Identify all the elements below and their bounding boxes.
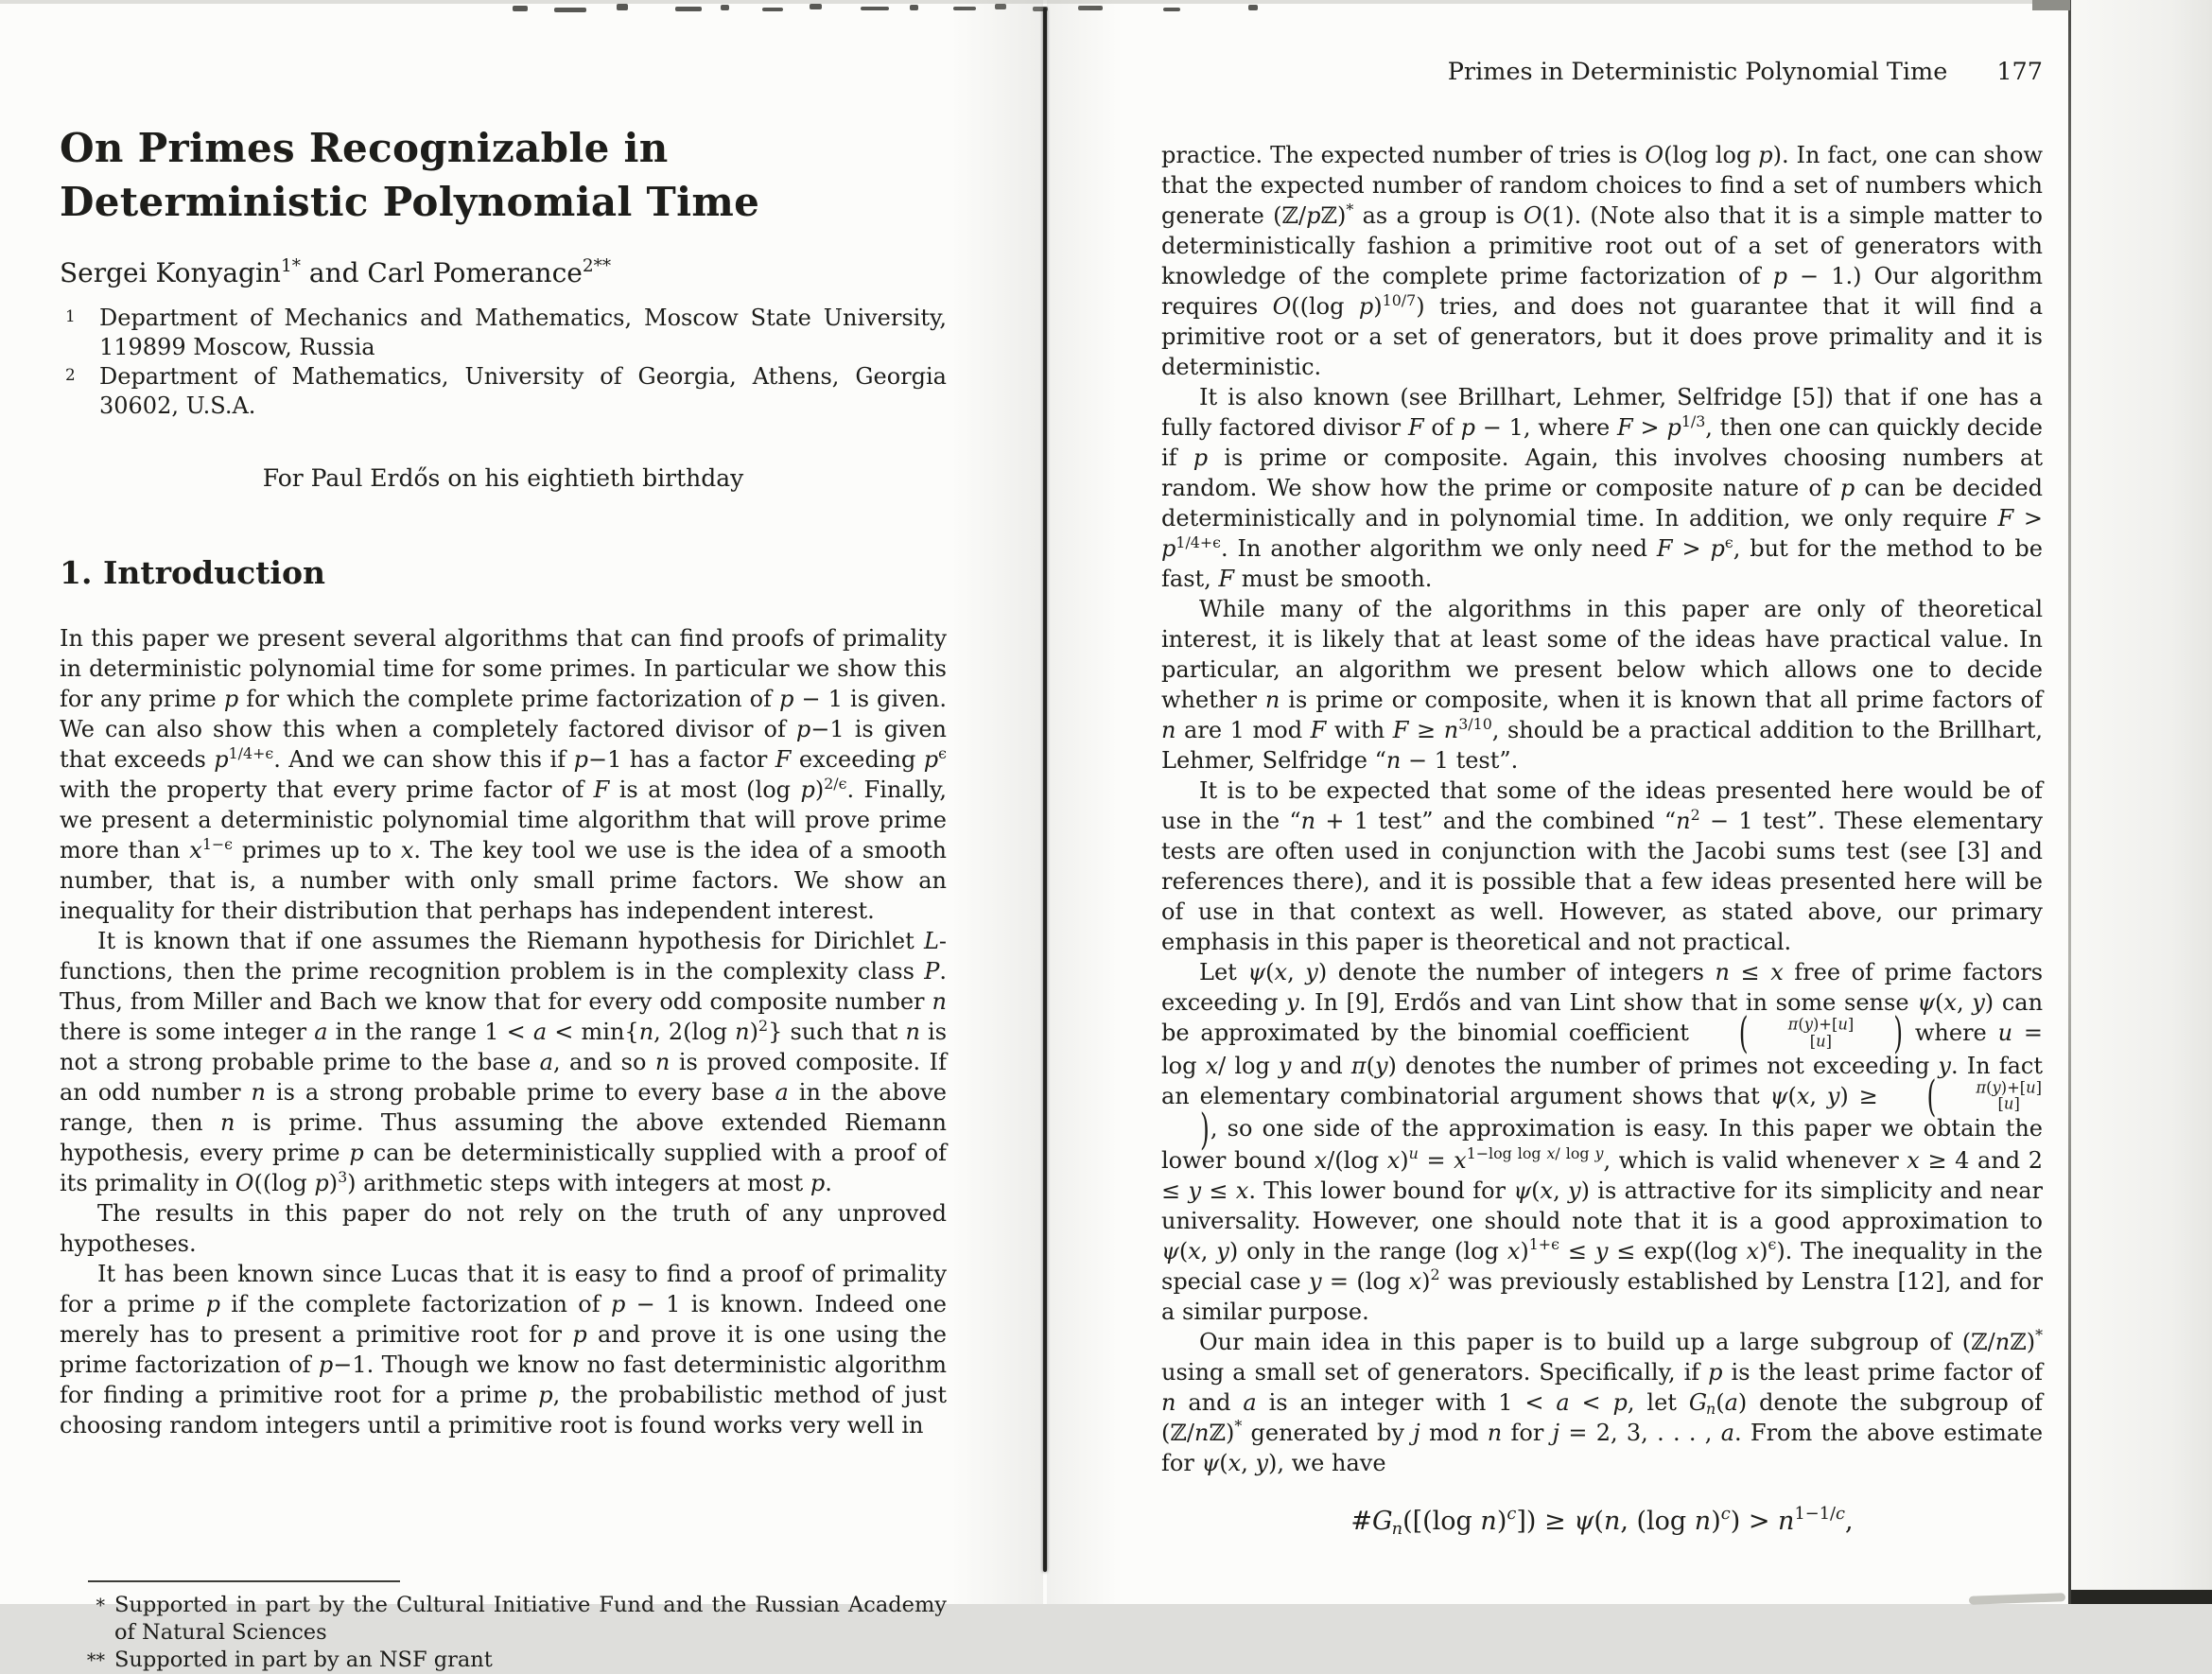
section-heading: 1. Introduction <box>60 554 325 591</box>
display-formula: $\#G_n([(\log$ n)$^c$]) ≥ ψ(n, (log $n)^c) > n^{1-1/c}$, <box>1350 1503 1854 1539</box>
affiliation-text: Department of Mechanics and Mathematics, Moscow State University, 119899 Moscow, Russia <box>99 305 947 360</box>
footnote-item <box>60 1592 947 1647</box>
paragraph: It has been known since Lucas that it is easy to find a proof of primality for a prime p if the complete factorization of p − 1 is known. Indeed one merely has to present a primitive root for p and prove it is one using the prime factorization of p−1. Though we know no fast deterministic algorithm for finding a primitive root for a prime p, the probabilistic method of just choosing random integers until a primitive root is found works very well in <box>60 1261 947 1439</box>
right-page <box>1161 0 2043 1627</box>
paragraph: While many of the algorithms in this paper are only of theoretical interest, it is likely that at least some of the ideas have practical value. In particular, an algorithm we present below which allows one to decide whether n is prime or composite, when it is known that all prime factors of n are 1 mod F with $F \ge n^{3/10}$, should be a practical addition to the Brillhart, Lehmer, Selfridge “n − 1 test”. <box>1161 596 2044 774</box>
affiliation-text: Department of Mathematics, University of Georgia, Athens, Georgia 30602, U.S.A. <box>99 363 947 419</box>
running-head-title: Primes in Deterministic Polynomial Time <box>1447 58 1948 86</box>
affiliation-item <box>60 362 947 421</box>
gutter-shadow-left <box>950 0 1043 1604</box>
footnote-item <box>60 1647 947 1674</box>
footnotes <box>60 1580 947 1674</box>
authors-line: Sergei Konyagin$^{1*}$ and Carl Pomerance$^{2**}$ <box>60 255 612 288</box>
paragraph: It is also known (see Brillhart, Lehmer, Selfridge [5]) that if one has a fully factored divisor F of p − 1, where $F > p^{1/3}$, then one can quickly decide if p is prime or composite. Again, this involves choosing numbers at random. We show how the prime or composite nature of p can be decided deterministically and in polynomial time. In addition, we only require $F > p^{1/4+\epsilon}$. In another algorithm we only need $F > p^\epsilon$, but for the method to be fast, F must be smooth. <box>1161 384 2044 592</box>
footnote-rule <box>88 1580 400 1582</box>
affiliation-marker: 1 <box>65 306 76 325</box>
page-gutter-divider <box>1043 8 1047 1572</box>
paragraph: Our main idea in this paper is to build up a large subgroup of (ℤ/nℤ)* using a small set of generators. Specifically, if p is the least prime factor of n and a is an integer with 1 < a < p, let $G_n(a)$ denote the subgroup of (ℤ/nℤ)* generated by j mod n for j = 2, 3, . . . , a. From the above estimate for ψ(x, y), we have <box>1161 1326 2044 1476</box>
paragraph: The results in this paper do not rely on the truth of any unproved hypotheses. <box>60 1200 947 1257</box>
right-body <box>1161 140 2044 1539</box>
footnote-marker: * <box>96 1595 105 1616</box>
left-body <box>60 623 947 1440</box>
affiliation-marker: 2 <box>65 365 76 384</box>
paragraph: Let ψ(x, y) denote the number of integers n ≤ x free of prime factors exceeding y. In [9], Erdős and van Lint show that in some sense ψ(x, y) can be approximated by the binomial coefficient ( π(y)+[u] [u] ) where u = log x/ log y and π(y) denotes the number of primes not exceeding y. In fact an elementary combinatorial argument shows that ψ(x, y) ≥ ( π(y)+[u] [u] ), so one side of the approximation is easy. In this paper we obtain the lower bound x/(log $x)^u = x^{1-log log x/ log y}$, which is valid whenever x ≥ 4 and 2 ≤ y ≤ x. This lower bound for ψ(x, y) is attractive for its simplicity and near universality. However, one should note that it is a good approximation to ψ(x, y) only in the range (log x)$^{1+\epsilon}$ ≤ y ≤ exp((log x)$^\epsilon$). The inequality in the special case y = (log x)$^2$ was previously established by Lenstra [12], and for a similar purpose. <box>1161 959 2044 1325</box>
page-number: 177 <box>1996 58 2043 86</box>
gutter-shadow-right <box>1047 0 1118 1604</box>
running-head <box>1161 57 2043 87</box>
left-page <box>60 0 947 1674</box>
paragraph: In this paper we present several algorithms that can find proofs of primality in deterministic polynomial time for some primes. In particular we show this for any prime p for which the complete prime factorization of p − 1 is given. We can also show this when a completely factored divisor of p−1 is given that exceeds $p^{1/4+\epsilon}$. And we can show this if p−1 has a factor F exceeding $p^\epsilon$ with the property that every prime factor of F is at most (log p)$^{2/\epsilon}$. Finally, we present a deterministic polynomial time algorithm that will prove prime more than $x^{1-\epsilon}$ primes up to x. The key tool we use is the idea of a smooth number, that is, a number with only small prime factors. We show an inequality for their distribution that perhaps has independent interest. <box>60 625 948 924</box>
page-edge-line <box>2068 0 2071 1604</box>
scan-artifact-bottom-bar <box>2071 1590 2212 1604</box>
footnote-marker: ** <box>86 1649 105 1671</box>
paragraph: It is to be expected that some of the ideas presented here would be of use in the “n + 1 test” and the combined “$n^2 - 1$ test”. These elementary tests are often used in conjunction with the Jacobi sums test (see [3] and references there), and it is possible that a few ideas presented here will be of use in that context as well. However, as stated above, our primary emphasis in this paper is theoretical and not practical. <box>1161 777 2043 955</box>
affiliation-item <box>60 304 947 362</box>
paragraph: It is known that if one assumes the Riemann hypothesis for Dirichlet L-functions, then the prime recognition problem is in the complexity class P. Thus, from Miller and Bach we know that for every odd composite number n there is some integer a in the range 1 < a < min{n, 2(log n)$^2$} such that n is not a strong probable prime to the base a, and so n is proved composite. If an odd number n is a strong probable prime to every base a in the above range, then n is prime. Thus assuming the above extended Riemann hypothesis, every prime p can be deterministically supplied with a proof of its primality in O((log p)$^3$) arithmetic steps with integers at most p. <box>60 928 948 1196</box>
page-stack-edge <box>2071 0 2212 1604</box>
page-title: On Primes Recognizable in Deterministic Polynomial Time <box>60 125 760 225</box>
footnote-text: Supported in part by an NSF grant <box>114 1648 493 1672</box>
footnote-text: Supported in part by the Cultural Initiative Fund and the Russian Academy of Natural Sciences <box>114 1593 947 1645</box>
affiliations <box>60 304 947 421</box>
dedication: For Paul Erdős on his eightieth birthday <box>262 464 744 492</box>
paragraph: practice. The expected number of tries is O(log log p). In fact, one can show that the expected number of random choices to find a set of numbers which generate (ℤ/pℤ)* as a group is O(1). (Note also that it is a simple matter to deterministically fashion a primitive root out of a set of generators with knowledge of the complete prime factorization of p − 1.) Our algorithm requires O((log p)$^{10/7}$) tries, and does not guarantee that it will find a primitive root or a set of generators, but it does prove primality and it is deterministic. <box>1161 142 2044 380</box>
